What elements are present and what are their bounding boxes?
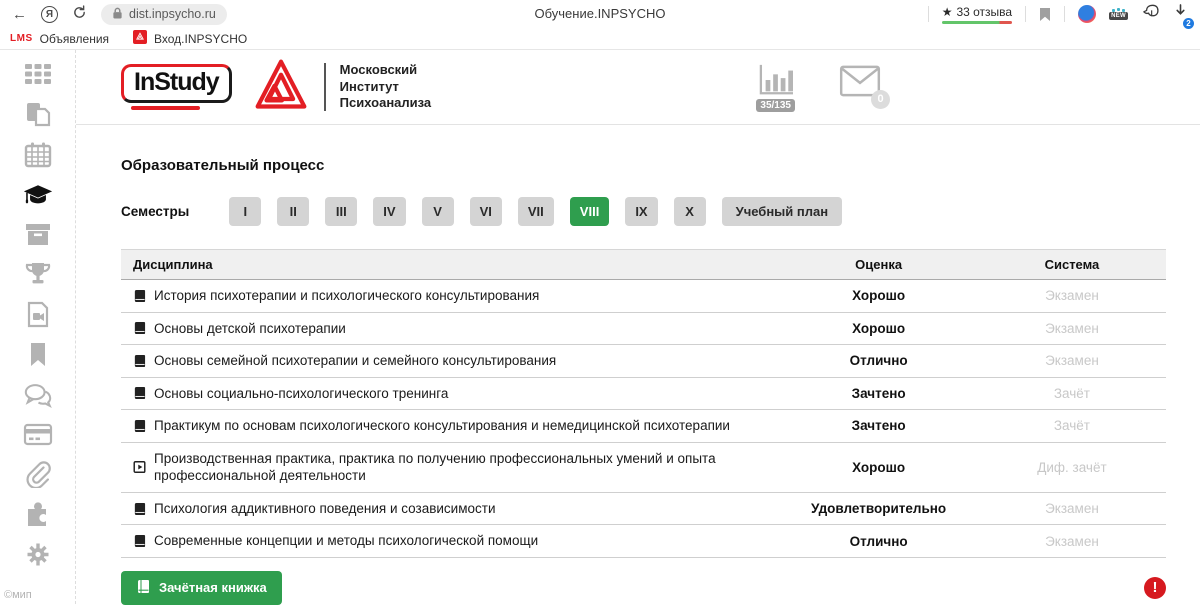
site-header [76,50,1200,125]
alert-icon[interactable]: ! [1144,577,1166,599]
documents-icon[interactable] [22,100,54,129]
table-row[interactable] [121,525,1166,558]
book-icon [133,386,146,400]
system-value: Экзамен [1045,353,1099,369]
browser-profile-icon[interactable] [1078,5,1096,23]
logo-divider [324,63,326,111]
system-value: Диф. зачёт [1037,459,1107,475]
tab-title: Обучение.INPSYCHO [534,6,666,21]
collections-icon[interactable] [1141,3,1160,25]
new-feature-icon[interactable]: NEW [1109,8,1128,20]
url-text: dist.inpsycho.ru [129,7,216,21]
paperclip-icon[interactable] [22,460,54,489]
discipline-name: Психология аддиктивного поведения и созависимости [154,500,496,516]
grade-value: Зачтено [851,418,906,434]
mip-favicon [133,30,147,47]
bookmarks-bar [0,28,1200,50]
divider [1064,6,1065,22]
semester-button-6[interactable]: VI [470,197,502,226]
semesters-label: Семестры [121,204,190,219]
progress-stats-icon[interactable] [756,63,795,112]
semester-button-2[interactable]: II [277,197,309,226]
archive-box-icon[interactable] [22,220,54,249]
back-icon[interactable]: ← [12,5,27,23]
grade-value: Хорошо [852,288,906,304]
grade-value: Хорошо [852,459,906,475]
divider [928,6,929,22]
book-icon [133,289,146,303]
grades-table [121,249,1166,558]
discipline-name: Основы детской психотерапии [154,320,346,336]
semester-button-3[interactable]: III [325,197,357,226]
apps-grid-icon[interactable] [22,60,54,89]
table-row[interactable] [121,443,1166,493]
downloads-count-badge: 2 [1183,18,1194,29]
book-icon [133,354,146,368]
discipline-name: Основы социально-психологического тренинга [154,385,449,401]
institute-logo[interactable] [252,57,432,118]
curriculum-plan-button[interactable]: Учебный план [722,197,842,226]
grade-value: Хорошо [852,320,906,336]
bookmark-flag-icon[interactable] [1039,7,1051,22]
semester-button-10[interactable]: X [674,197,706,226]
table-row[interactable] [121,345,1166,378]
semester-button-1[interactable]: I [229,197,261,226]
header-discipline: Дисциплина [133,257,213,272]
downloads-icon[interactable] [1173,4,1191,28]
lock-icon [112,7,123,22]
video-file-icon[interactable] [22,300,54,329]
graduation-cap-icon[interactable] [22,180,54,209]
discipline-name: История психотерапии и психологического консультирования [154,288,540,303]
table-row[interactable] [121,410,1166,443]
grade-value: Отлично [849,533,908,549]
grade-value: Удовлетворительно [811,501,947,517]
system-value: Экзамен [1045,320,1099,336]
sidebar-copyright: ©мип [4,589,32,601]
book-icon [133,534,146,548]
table-row[interactable] [121,280,1166,313]
mail-icon[interactable] [839,65,884,105]
mip-triangle-icon [252,57,310,118]
book-icon [133,321,146,335]
discipline-name: Основы семейной психотерапии и семейного консультирования [154,353,557,369]
yandex-icon[interactable]: Я [41,6,58,23]
header-grade: Оценка [855,257,903,272]
system-value: Экзамен [1045,501,1099,517]
semester-button-9[interactable]: IX [625,197,657,226]
star-icon: ★ [941,4,953,19]
browser-toolbar [0,0,1200,28]
semester-button-7[interactable]: VII [518,197,554,226]
reload-icon[interactable] [72,5,87,23]
table-row[interactable] [121,378,1166,411]
system-value: Экзамен [1045,288,1099,304]
reviews-rating[interactable] [942,5,1012,24]
lms-favicon: LMS [10,33,33,44]
payment-card-icon[interactable] [22,420,54,449]
semester-button-4[interactable]: IV [373,197,405,226]
calendar-icon[interactable] [22,140,54,169]
system-value: Зачёт [1053,385,1090,401]
chat-icon[interactable] [22,380,54,409]
instudy-logo[interactable]: InStudy [121,64,232,110]
page-title: Образовательный процесс [121,157,325,174]
semester-switcher [121,197,1166,226]
gear-icon[interactable] [22,540,54,569]
discipline-name: Производственная практика, практика по получению профессиональных умений и опыта профессиональной деятельности [154,450,716,484]
bookmark-login[interactable]: Вход.INPSYCHO [154,31,248,46]
discipline-name: Практикум по основам психологического консультирования и немедицинской психотерапии [154,418,730,434]
semester-button-5[interactable]: V [422,197,454,226]
book-icon [136,579,150,597]
trophy-icon[interactable] [22,260,54,289]
mail-count-badge: 0 [871,90,890,109]
table-row[interactable] [121,493,1166,526]
grade-value: Зачтено [851,385,906,401]
gradebook-button[interactable]: Зачётная книжка [121,571,282,605]
table-row[interactable] [121,313,1166,346]
confetti-dots [1117,8,1120,11]
system-value: Экзамен [1045,533,1099,549]
reviews-count: 33 отзыва [956,4,1013,19]
progress-count-badge: 35/135 [756,99,795,112]
left-sidebar [0,50,76,604]
institute-name: Московский Институт Психоанализа [339,61,432,111]
rating-bar [942,21,1012,24]
puzzle-icon[interactable] [22,500,54,529]
discipline-name: Современные концепции и методы психологической помощи [154,533,539,549]
semester-button-8-active[interactable]: VIII [570,197,610,226]
system-value: Зачёт [1053,418,1090,434]
video-icon [133,460,146,474]
table-header [121,250,1166,280]
divider [1025,6,1026,22]
grade-value: Отлично [849,353,908,369]
address-bar[interactable] [101,4,227,25]
bookmark-icon[interactable] [22,340,54,369]
header-system: Система [1044,257,1100,272]
book-icon [133,419,146,433]
book-icon [133,502,146,516]
bookmark-announcements[interactable]: Объявления [39,31,110,46]
